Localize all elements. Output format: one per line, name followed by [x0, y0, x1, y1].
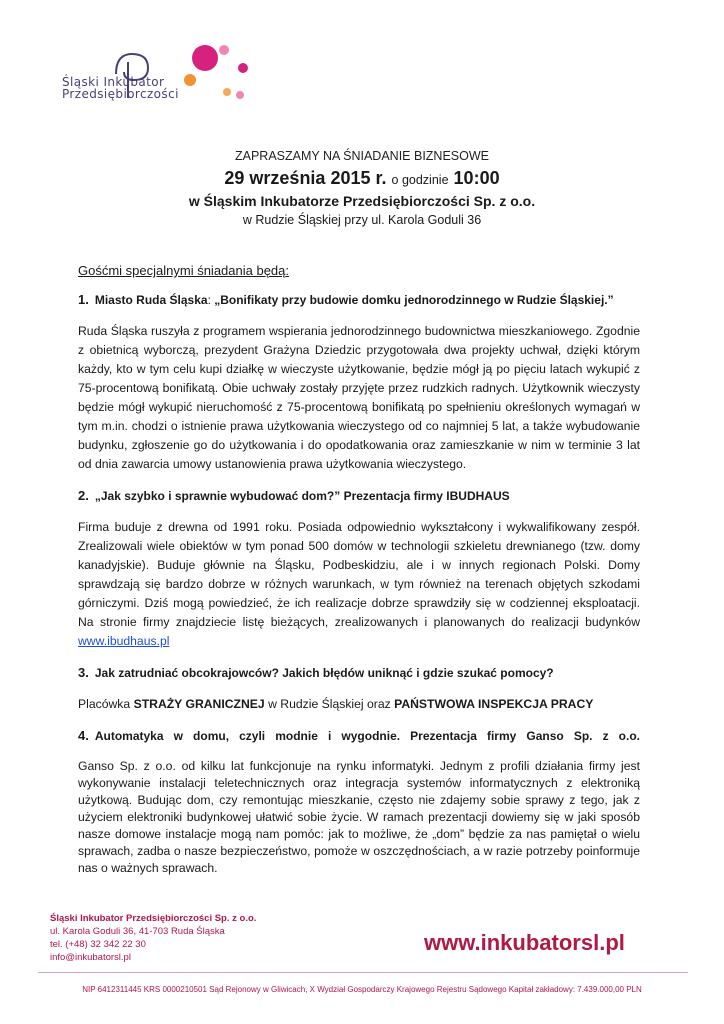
logo-dot-magenta-large [192, 45, 218, 71]
section-1-title [78, 292, 640, 308]
logo-dot-orange-large [184, 74, 196, 86]
section-1-separator: : [207, 293, 215, 307]
invitation-header [0, 148, 724, 229]
event-address: w Rudzie Śląskiej przy ul. Karola Goduli 36 [242, 213, 482, 227]
section-2-topic: „Jak szybko i sprawnie wybudować dom?” Prezentacja firmy IBUDHAUS [94, 489, 510, 503]
logo-wordmark [62, 76, 179, 100]
footer-company: Śląski Inkubator Przedsiębiorczości Sp. z o.o. [50, 913, 257, 924]
footer-divider [38, 972, 688, 973]
event-date: 29 września 2015 r. [224, 168, 387, 188]
section-1-speaker: Miasto Ruda Śląska [94, 293, 208, 307]
section-4-number: 4. [78, 728, 89, 743]
footer-website[interactable]: www.inkubatorsl.pl [424, 930, 625, 955]
footer-address: ul. Karola Goduli 36, 41-703 Ruda Śląska [50, 926, 225, 937]
guests-heading: Gośćmi specjalnymi śniadania będą: [78, 263, 289, 278]
section-3-prefix: Placówka [78, 697, 131, 711]
footer-email[interactable]: info@inkubatorsl.pl [50, 952, 131, 963]
document-body [78, 262, 640, 891]
logo-dot-pink-small [236, 91, 244, 99]
footer-phone: tel. (+48) 32 342 22 30 [50, 939, 146, 950]
event-venue: w Śląskim Inkubatorze Przedsiębiorczości Sp. z o.o. [188, 193, 536, 209]
time-prefix: o godzinie [391, 173, 449, 187]
section-1-topic: „Bonifikaty przy budowie domku jednorodzinnego w Rudzie Śląskiej.” [214, 293, 614, 307]
section-1-body: Ruda Śląska ruszyła z programem wspierania jednorodzinnego budownictwa mieszkaniowego. Zgodnie z obietnicą wyborczą, prezydent Grażyna Dziedzic przygotowała dwa projekty uchwał, dzięki którym każdy, kto w tym celu kupi działkę w wieczyste użytkowanie, będzie mógł ją po pięciu latach wykupić z 75-procentową bonifikatą. Obie uchwały zostały przyjęte przez rudzkich radnych. Użytkownik wieczysty będzie mógł wykupić nieruchomość z 75-procentową bonifikatą po spełnieniu określonych wymagań w tym m.in. chodzi o istnienie prawa użytkowania wieczystego od co najmniej 5 lat, a także wybudowanie budynku, zgłoszenie go do użytkowania i do opodatkowania oraz zamieszkanie w nim w terminie 3 lat od dnia zawarcia umowy ustanowienia prawa użytkowania wieczystego. [78, 324, 640, 471]
section-3-body [78, 695, 640, 714]
section-2-title [78, 488, 640, 504]
event-time: 10:00 [453, 168, 500, 188]
invitation-title: ZAPRASZAMY NA ŚNIADANIE BIZNESOWE [235, 149, 489, 163]
ibudhaus-link[interactable]: www.ibudhaus.pl [78, 634, 170, 648]
section-4-topic: Automatyka w domu, czyli modnie i wygodnie. Prezentacja firmy Ganso Sp. z o.o. [94, 729, 640, 743]
section-4-title [78, 728, 640, 744]
section-3-org-1: STRAŻY GRANICZNEJ [133, 697, 265, 711]
section-2-text: Firma buduje z drewna od 1991 roku. Posiada odpowiednio wykształcony i wykwalifikowany zespół. Zrealizowali wiele obiektów w tym ponad 500 domów w technologii szkieletu drewnianego (tzw. domy kanadyjskie). Buduje głównie na Śląsku, Podbeskidziu, ale i w innych regionach Polski. Domy sprawdzają się bardzo dobrze w różnych warunkach, w tym również na terenach objętych szkodami górniczymi. Dziś mogą powiedzieć, że ich realizacje dobrze sprawdziły się w codziennej eksploatacji. Na stronie firmy znajdziecie listę bieżących, zrealizowanych i planowanych do realizacji budynków [78, 520, 640, 629]
logo-dot-pink [219, 45, 229, 55]
section-1-number: 1. [78, 292, 89, 307]
section-2-body [78, 518, 640, 651]
section-3-topic: Jak zatrudniać obcokrajowców? Jakich błędów uniknąć i gdzie szukać pomocy? [94, 666, 554, 680]
section-3-title [78, 665, 640, 681]
invitation-datetime [0, 167, 724, 191]
section-3-org-2: PAŃSTWOWA INSPEKCJA PRACY [394, 697, 594, 711]
section-3-mid: w Rudzie Śląskiej oraz [268, 697, 391, 711]
footer-legal-info: NIP 6412311445 KRS 0000210501 Sąd Rejonowy w Gliwicach, X Wydział Gospodarczy Krajowego Rejestru Sądowego Kapitał zakładowy: 7.439.000,00 PLN [82, 985, 642, 994]
logo-dot-magenta-small [238, 63, 248, 73]
logo-dot-orange-small [223, 88, 231, 96]
logo-line-1: Śląski Inkubator [62, 75, 165, 89]
section-4-body: Ganso Sp. z o.o. od kilku lat funkcjonuje na rynku informatyki. Jednym z profili działania firmy jest wykonywanie instalacji teletechnicznych oraz integracja systemów informatycznych z elektroniką użytkową. Budując dom, czy remontując mieszkanie, często nie zdajemy sobie sprawy z tego, jak z użyciem elektroniki budynkowej ułatwić sobie życie. W ramach prezentacji dowiemy się w jaki sposób nasze domowe instalacje mogą nam pomóc: jak to możliwe, że „dom” będzie za nas pamiętał o wielu sprawach, zadba o nasze bezpieczeństwo, pomoże w oszczędnościach, a w razie potrzeby poinformuje nas o ważnych sprawach. [78, 759, 640, 875]
section-3-number: 3. [78, 665, 89, 680]
footer-contact [50, 912, 256, 964]
logo-line-2: Przedsiębiorczości [62, 87, 179, 101]
section-2-number: 2. [78, 488, 89, 503]
